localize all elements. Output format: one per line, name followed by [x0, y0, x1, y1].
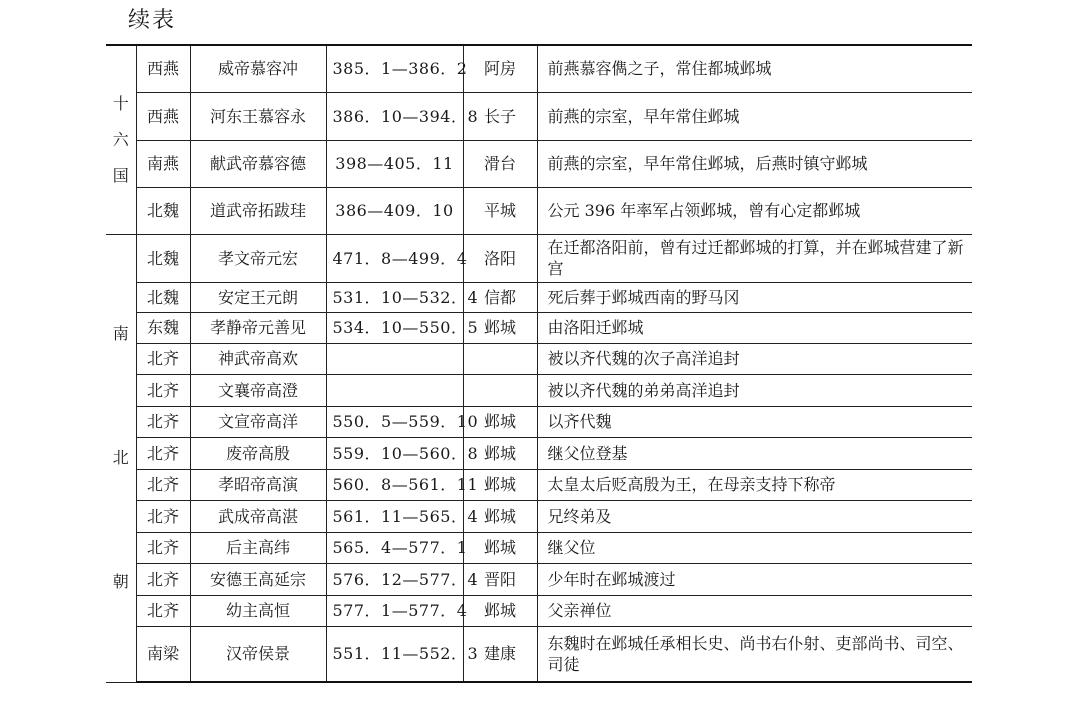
place-cell: 平城 — [463, 187, 537, 234]
ruler-cell: 河东王慕容永 — [190, 92, 326, 140]
era-label-sixteen-kingdoms: 十 六 国 — [106, 45, 136, 234]
ruler-cell: 威帝慕容冲 — [190, 45, 326, 92]
table-row — [106, 282, 972, 312]
table-row — [106, 406, 972, 437]
state-cell: 北齐 — [136, 532, 190, 563]
place-cell: 邺城 — [463, 469, 537, 500]
table-row — [106, 45, 972, 92]
place-cell: 滑台 — [463, 140, 537, 187]
rulers-table — [106, 44, 972, 683]
place-cell: 建康 — [463, 626, 537, 682]
place-cell: 邺城 — [463, 532, 537, 563]
note-cell: 死后葬于邺城西南的野马冈 — [537, 282, 972, 312]
state-cell: 南燕 — [136, 140, 190, 187]
years-cell: 577．1—577．4 — [326, 595, 463, 626]
ruler-cell: 后主高纬 — [190, 532, 326, 563]
ruler-cell: 孝文帝元宏 — [190, 234, 326, 282]
table-row — [106, 92, 972, 140]
state-cell: 北齐 — [136, 595, 190, 626]
table-row — [106, 595, 972, 626]
years-cell: 534．10—550．5 — [326, 312, 463, 343]
note-cell: 以齐代魏 — [537, 406, 972, 437]
years-cell: 550．5—559．10 — [326, 406, 463, 437]
place-cell — [463, 343, 537, 374]
place-cell: 阿房 — [463, 45, 537, 92]
state-cell: 北齐 — [136, 500, 190, 532]
state-cell: 南梁 — [136, 626, 190, 682]
table-row — [106, 234, 972, 282]
note-cell: 被以齐代魏的弟弟高洋追封 — [537, 374, 972, 406]
place-cell: 邺城 — [463, 500, 537, 532]
era-label-northern-southern-dynasties: 南 北 朝 — [106, 234, 136, 682]
table-row — [106, 563, 972, 595]
table-row — [106, 437, 972, 469]
note-cell: 东魏时在邺城任承相长史、尚书右仆射、吏部尚书、司空、司徒 — [537, 626, 972, 682]
note-cell: 公元 396 年率军占领邺城，曾有心定都邺城 — [537, 187, 972, 234]
ruler-cell: 孝静帝元善见 — [190, 312, 326, 343]
table-row — [106, 312, 972, 343]
place-cell: 长子 — [463, 92, 537, 140]
table-row — [106, 532, 972, 563]
note-cell: 被以齐代魏的次子高洋追封 — [537, 343, 972, 374]
ruler-cell: 孝昭帝高演 — [190, 469, 326, 500]
note-cell: 兄终弟及 — [537, 500, 972, 532]
place-cell: 晋阳 — [463, 563, 537, 595]
state-cell: 北齐 — [136, 469, 190, 500]
ruler-cell: 道武帝拓跋珪 — [190, 187, 326, 234]
state-cell: 北齐 — [136, 406, 190, 437]
years-cell — [326, 343, 463, 374]
note-cell: 在迁都洛阳前，曾有过迁都邺城的打算，并在邺城营建了新宫 — [537, 234, 972, 282]
ruler-cell: 汉帝侯景 — [190, 626, 326, 682]
place-cell: 信都 — [463, 282, 537, 312]
ruler-cell: 幼主高恒 — [190, 595, 326, 626]
note-cell: 少年时在邺城渡过 — [537, 563, 972, 595]
years-cell: 471．8—499．4 — [326, 234, 463, 282]
place-cell: 邺城 — [463, 406, 537, 437]
state-cell: 西燕 — [136, 92, 190, 140]
years-cell: 565．4—577．1 — [326, 532, 463, 563]
years-cell: 559．10—560．8 — [326, 437, 463, 469]
years-cell: 385．1—386．2 — [326, 45, 463, 92]
note-cell: 前燕的宗室，早年常住邺城 — [537, 92, 972, 140]
state-cell: 北齐 — [136, 437, 190, 469]
table-row — [106, 469, 972, 500]
state-cell: 北齐 — [136, 343, 190, 374]
note-cell: 继父位 — [537, 532, 972, 563]
ruler-cell: 神武帝高欢 — [190, 343, 326, 374]
table-caption: 续表 — [128, 8, 177, 33]
state-cell: 东魏 — [136, 312, 190, 343]
years-cell: 576．12—577．4 — [326, 563, 463, 595]
years-cell: 398—405．11 — [326, 140, 463, 187]
ruler-cell: 安德王高延宗 — [190, 563, 326, 595]
years-cell: 551．11—552．3 — [326, 626, 463, 682]
place-cell — [463, 374, 537, 406]
note-cell: 前燕的宗室，早年常住邺城，后燕时镇守邺城 — [537, 140, 972, 187]
state-cell: 北魏 — [136, 282, 190, 312]
state-cell: 北齐 — [136, 374, 190, 406]
years-cell: 561．11—565．4 — [326, 500, 463, 532]
table-row — [106, 140, 972, 187]
ruler-cell: 文襄帝高澄 — [190, 374, 326, 406]
state-cell: 西燕 — [136, 45, 190, 92]
note-cell: 前燕慕容儁之子，常住都城邺城 — [537, 45, 972, 92]
place-cell: 邺城 — [463, 437, 537, 469]
table-row — [106, 626, 972, 682]
note-cell: 继父位登基 — [537, 437, 972, 469]
table-row — [106, 374, 972, 406]
place-cell: 洛阳 — [463, 234, 537, 282]
years-cell: 560．8—561．11 — [326, 469, 463, 500]
table-row — [106, 187, 972, 234]
ruler-cell: 文宣帝高洋 — [190, 406, 326, 437]
ruler-cell: 废帝高殷 — [190, 437, 326, 469]
years-cell — [326, 374, 463, 406]
note-cell: 太皇太后贬高殷为王，在母亲支持下称帝 — [537, 469, 972, 500]
note-cell: 由洛阳迁邺城 — [537, 312, 972, 343]
years-cell: 386．10—394．8 — [326, 92, 463, 140]
ruler-cell: 献武帝慕容德 — [190, 140, 326, 187]
state-cell: 北魏 — [136, 187, 190, 234]
place-cell: 邺城 — [463, 312, 537, 343]
years-cell: 386—409．10 — [326, 187, 463, 234]
note-cell: 父亲禅位 — [537, 595, 972, 626]
ruler-cell: 安定王元朗 — [190, 282, 326, 312]
table-row — [106, 343, 972, 374]
state-cell: 北魏 — [136, 234, 190, 282]
ruler-cell: 武成帝高湛 — [190, 500, 326, 532]
table-row — [106, 500, 972, 532]
place-cell: 邺城 — [463, 595, 537, 626]
years-cell: 531．10—532．4 — [326, 282, 463, 312]
state-cell: 北齐 — [136, 563, 190, 595]
